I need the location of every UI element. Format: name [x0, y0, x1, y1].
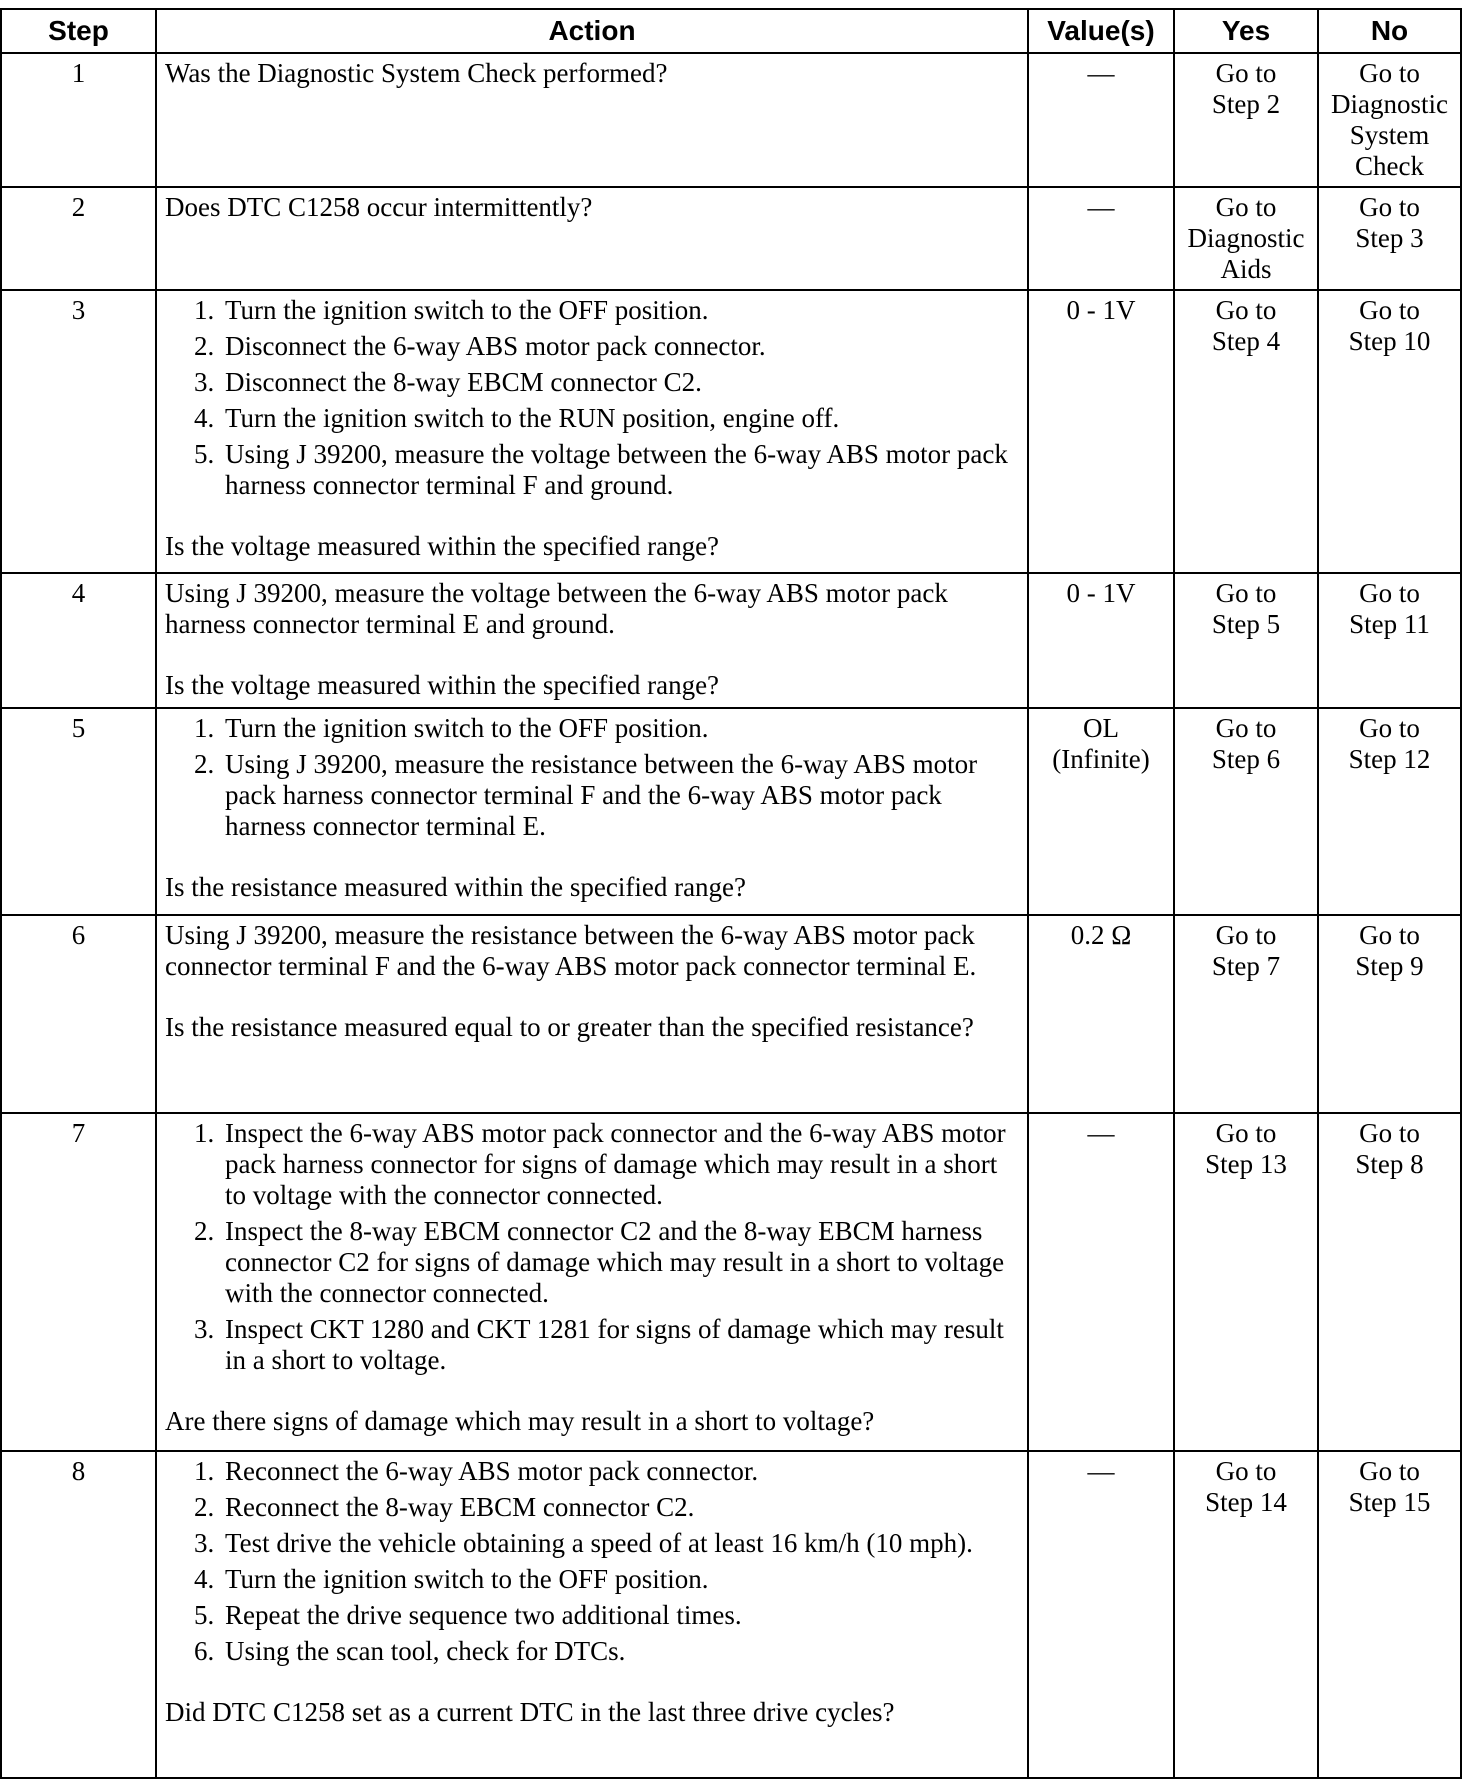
action-step-item: 1. Turn the ignition switch to the OFF position.: [221, 295, 1019, 326]
table-row: [1, 1451, 1461, 1778]
action-cell: [156, 1451, 1028, 1778]
action-question: Is the resistance measured equal to or greater than the specified resistance?: [165, 1012, 974, 1042]
header-no: No: [1318, 9, 1461, 53]
yes-cell: Go to Step 5: [1174, 573, 1318, 708]
yes-cell: Go to Step 7: [1174, 915, 1318, 1113]
action-cell: [156, 53, 1028, 187]
yes-cell: Go to Step 13: [1174, 1113, 1318, 1451]
action-step-item: 3. Inspect CKT 1280 and CKT 1281 for signs of damage which may result in a short to voltage.: [221, 1314, 1019, 1376]
table-row: [1, 187, 1461, 290]
value-cell: —: [1028, 53, 1174, 187]
no-cell: Go to Step 11: [1318, 573, 1461, 708]
yes-cell: Go to Step 4: [1174, 290, 1318, 573]
header-values: Value(s): [1028, 9, 1174, 53]
action-text: Using J 39200, measure the voltage between the 6-way ABS motor pack harness connector terminal E and ground.: [165, 578, 948, 639]
action-cell: [156, 187, 1028, 290]
table-row: [1, 708, 1461, 915]
action-question: Is the voltage measured within the specified range?: [165, 531, 720, 561]
step-number: 6: [1, 915, 156, 1113]
no-cell: Go to Step 9: [1318, 915, 1461, 1113]
action-text: Using J 39200, measure the resistance between the 6-way ABS motor pack connector terminal F and the 6-way ABS motor pack connector terminal E.: [165, 920, 977, 981]
step-number: 2: [1, 187, 156, 290]
step-number: 5: [1, 708, 156, 915]
action-question: Did DTC C1258 set as a current DTC in the last three drive cycles?: [165, 1697, 895, 1727]
action-step-item: 2. Disconnect the 6-way ABS motor pack connector.: [221, 331, 1019, 362]
action-steps-list: [165, 1456, 1019, 1667]
table-row: [1, 573, 1461, 708]
no-cell: Go to Step 10: [1318, 290, 1461, 573]
value-cell: 0.2 Ω: [1028, 915, 1174, 1113]
step-number: 7: [1, 1113, 156, 1451]
action-question: Is the voltage measured within the specified range?: [165, 670, 720, 700]
action-steps-list: [165, 295, 1019, 501]
yes-cell: Go to Diagnostic Aids: [1174, 187, 1318, 290]
action-step-item: 5. Repeat the drive sequence two additional times.: [221, 1600, 1019, 1631]
value-cell: OL (Infinite): [1028, 708, 1174, 915]
action-step-item: 6. Using the scan tool, check for DTCs.: [221, 1636, 1019, 1667]
step-number: 3: [1, 290, 156, 573]
value-cell: —: [1028, 187, 1174, 290]
action-step-item: 4. Turn the ignition switch to the RUN position, engine off.: [221, 403, 1019, 434]
table-body: [1, 53, 1461, 1778]
step-number: 1: [1, 53, 156, 187]
value-cell: —: [1028, 1113, 1174, 1451]
header-step: Step: [1, 9, 156, 53]
header-yes: Yes: [1174, 9, 1318, 53]
action-cell: [156, 708, 1028, 915]
yes-cell: Go to Step 6: [1174, 708, 1318, 915]
action-step-item: 3. Test drive the vehicle obtaining a speed of at least 16 km/h (10 mph).: [221, 1528, 1019, 1559]
yes-cell: Go to Step 2: [1174, 53, 1318, 187]
header-row: [1, 9, 1461, 53]
diagnostic-sheet: [0, 8, 1462, 1779]
table-row: [1, 915, 1461, 1113]
action-step-item: 2. Reconnect the 8-way EBCM connector C2.: [221, 1492, 1019, 1523]
action-steps-list: [165, 713, 1019, 842]
action-cell: [156, 915, 1028, 1113]
value-cell: 0 - 1V: [1028, 573, 1174, 708]
action-step-item: 1. Turn the ignition switch to the OFF position.: [221, 713, 1019, 744]
action-step-item: 1. Inspect the 6-way ABS motor pack connector and the 6-way ABS motor pack harness connector for signs of damage which may result in a short to voltage with the connector connected.: [221, 1118, 1019, 1211]
action-step-item: 1. Reconnect the 6-way ABS motor pack connector.: [221, 1456, 1019, 1487]
action-step-item: 2. Using J 39200, measure the resistance between the 6-way ABS motor pack harness connector terminal F and the 6-way ABS motor pack harness connector terminal E.: [221, 749, 1019, 842]
step-number: 4: [1, 573, 156, 708]
action-text: Was the Diagnostic System Check performed?: [165, 58, 668, 88]
step-number: 8: [1, 1451, 156, 1778]
action-cell: [156, 290, 1028, 573]
no-cell: Go to Step 8: [1318, 1113, 1461, 1451]
value-cell: —: [1028, 1451, 1174, 1778]
action-step-item: 2. Inspect the 8-way EBCM connector C2 and the 8-way EBCM harness connector C2 for signs of damage which may result in a short to voltage with the connector connected.: [221, 1216, 1019, 1309]
value-cell: 0 - 1V: [1028, 290, 1174, 573]
header-action: Action: [156, 9, 1028, 53]
action-steps-list: [165, 1118, 1019, 1376]
yes-cell: Go to Step 14: [1174, 1451, 1318, 1778]
action-question: Is the resistance measured within the specified range?: [165, 872, 747, 902]
action-cell: [156, 1113, 1028, 1451]
diagnostic-table: [0, 8, 1462, 1779]
action-step-item: 3. Disconnect the 8-way EBCM connector C2.: [221, 367, 1019, 398]
action-step-item: 5. Using J 39200, measure the voltage between the 6-way ABS motor pack harness connector terminal F and ground.: [221, 439, 1019, 501]
no-cell: Go to Step 12: [1318, 708, 1461, 915]
table-row: [1, 53, 1461, 187]
no-cell: Go to Step 3: [1318, 187, 1461, 290]
action-question: Are there signs of damage which may result in a short to voltage?: [165, 1406, 875, 1436]
action-cell: [156, 573, 1028, 708]
no-cell: Go to Diagnostic System Check: [1318, 53, 1461, 187]
table-row: [1, 1113, 1461, 1451]
no-cell: Go to Step 15: [1318, 1451, 1461, 1778]
table-row: [1, 290, 1461, 573]
action-text: Does DTC C1258 occur intermittently?: [165, 192, 593, 222]
action-step-item: 4. Turn the ignition switch to the OFF position.: [221, 1564, 1019, 1595]
